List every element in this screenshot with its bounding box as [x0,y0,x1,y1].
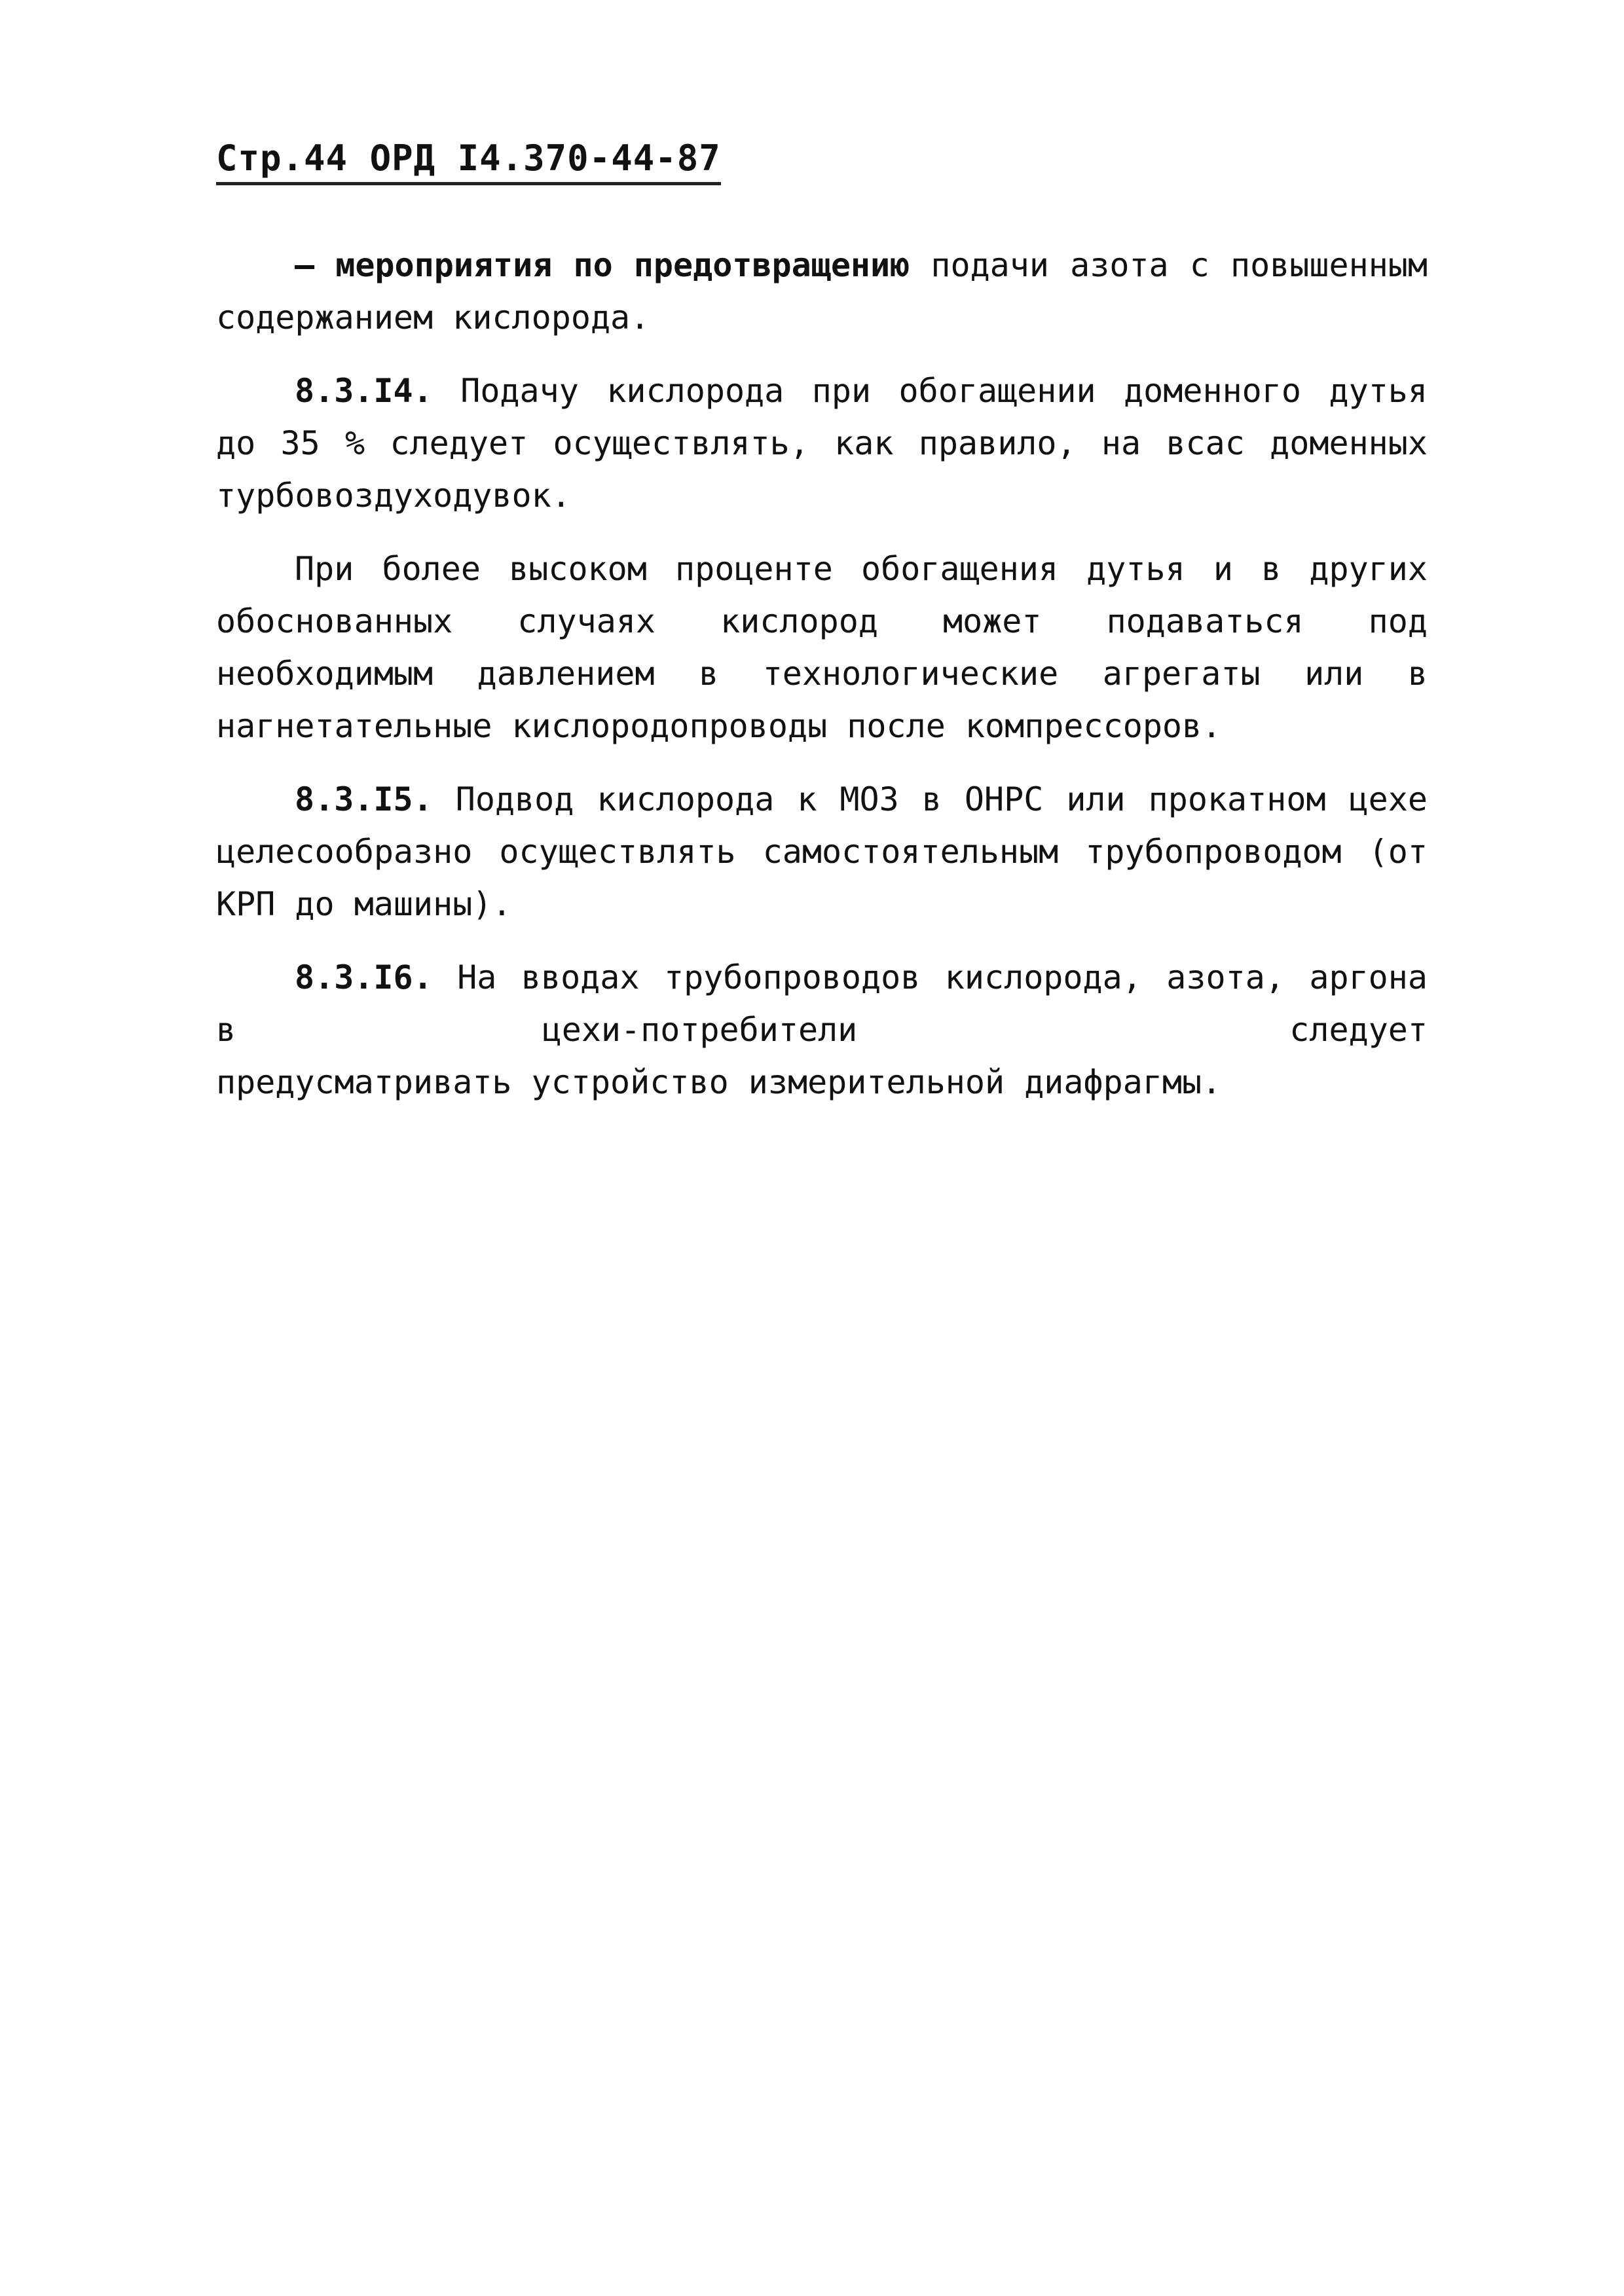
page-header: Стр.44 ОРД I4.370-44-87 [216,137,721,185]
clause-number: 8.3.I5. [295,780,433,818]
paragraph-text: На вводах трубопроводов кислорода, азота, аргона в цехи-потребители [216,958,1428,1049]
paragraph-text: Подачу кислорода при обогащении доменного дутья до 35 % следует осуществлять, как правило, на всас доменных турбовоздуходувок. [216,372,1428,515]
paragraph-measures [216,239,1428,344]
paragraph-8-3-15 [216,773,1428,930]
paragraph-text: При более высоком проценте обогащения дутья и в других обоснованных случаях кислород может подаваться под необходимым давлением в технологические агрегаты или в нагнетательные кислородопроводы после компрессоров. [216,550,1428,745]
paragraph-text: подачи азота с повышенным содержанием кислорода. [216,246,1428,337]
paragraph-lead: – мероприятия по предотвращению [295,246,910,284]
clause-number: 8.3.I4. [295,372,433,410]
paragraph-higher-enrichment [216,543,1428,752]
document-body [216,239,1428,1129]
paragraph-text: Подвод кислорода к МОЗ в ОНРС или прокатном цехе целесообразно осуществлять самостоятельным трубопроводом (от КРП до машины). [216,780,1428,923]
paragraph-text: следует предусматривать устройство измерительной диафрагмы. [216,1011,1428,1101]
paragraph-8-3-16 [216,951,1428,1108]
paragraph-8-3-14 [216,365,1428,522]
clause-number: 8.3.I6. [295,958,433,996]
